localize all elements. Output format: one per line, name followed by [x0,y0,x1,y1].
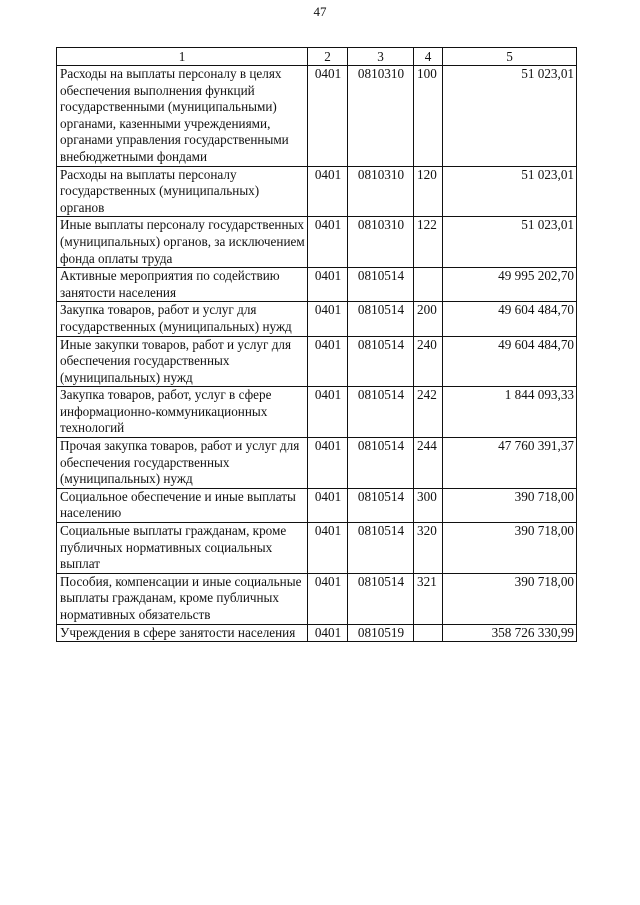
header-col-2: 2 [308,48,348,66]
row-name: Социальное обеспечение и иные выплаты населению [57,488,308,522]
table-row [57,217,577,268]
table-row [57,302,577,336]
row-amount: 51 023,01 [443,217,577,268]
row-section: 0401 [308,166,348,217]
row-section: 0401 [308,488,348,522]
row-section: 0401 [308,624,348,642]
row-article: 0810514 [348,268,414,302]
row-name: Расходы на выплаты персоналу государственных (муниципальных) органов [57,166,308,217]
row-name: Иные выплаты персоналу государственных (муниципальных) органов, за исключением фонда оплаты труда [57,217,308,268]
table-body [57,66,577,642]
table-row [57,573,577,624]
page-number: 47 [313,4,327,19]
row-amount: 358 726 330,99 [443,624,577,642]
row-type: 200 [414,302,443,336]
row-section: 0401 [308,302,348,336]
row-amount: 1 844 093,33 [443,387,577,438]
row-section: 0401 [308,387,348,438]
row-type [414,624,443,642]
row-section: 0401 [308,573,348,624]
header-col-5: 5 [443,48,577,66]
row-article: 0810514 [348,302,414,336]
row-type: 122 [414,217,443,268]
row-type [414,268,443,302]
row-article: 0810310 [348,166,414,217]
budget-table [56,47,577,642]
row-amount: 47 760 391,37 [443,438,577,489]
row-article: 0810519 [348,624,414,642]
table-row [57,488,577,522]
row-article: 0810514 [348,488,414,522]
table-row [57,387,577,438]
row-amount: 49 995 202,70 [443,268,577,302]
row-amount: 390 718,00 [443,488,577,522]
row-amount: 51 023,01 [443,166,577,217]
row-type: 321 [414,573,443,624]
row-section: 0401 [308,336,348,387]
row-section: 0401 [308,523,348,574]
row-name: Пособия, компенсации и иные социальные выплаты гражданам, кроме публичных нормативных обязательств [57,573,308,624]
table-header [57,48,577,66]
row-name: Расходы на выплаты персоналу в целях обеспечения выполнения функций государственными (муниципальными) органами, казенными учреждениями, органами управления государственными внебюджетными фондами [57,66,308,167]
row-article: 0810514 [348,387,414,438]
header-col-3: 3 [348,48,414,66]
table-row [57,66,577,167]
row-section: 0401 [308,217,348,268]
row-type: 242 [414,387,443,438]
row-amount: 390 718,00 [443,523,577,574]
row-name: Иные закупки товаров, работ и услуг для обеспечения государственных (муниципальных) нужд [57,336,308,387]
row-article: 0810310 [348,217,414,268]
row-name: Социальные выплаты гражданам, кроме публичных нормативных социальных выплат [57,523,308,574]
row-amount: 390 718,00 [443,573,577,624]
row-amount: 49 604 484,70 [443,302,577,336]
table-row [57,438,577,489]
row-name: Активные мероприятия по содействию занятости населения [57,268,308,302]
row-name: Прочая закупка товаров, работ и услуг для обеспечения государственных (муниципальных) нужд [57,438,308,489]
row-name: Закупка товаров, работ, услуг в сфере информационно-коммуникационных технологий [57,387,308,438]
row-name: Закупка товаров, работ и услуг для государственных (муниципальных) нужд [57,302,308,336]
row-amount: 49 604 484,70 [443,336,577,387]
table-row [57,166,577,217]
row-type: 244 [414,438,443,489]
row-section: 0401 [308,438,348,489]
row-section: 0401 [308,66,348,167]
header-col-1: 1 [57,48,308,66]
row-type: 240 [414,336,443,387]
row-section: 0401 [308,268,348,302]
row-article: 0810514 [348,336,414,387]
header-col-4: 4 [414,48,443,66]
table-row [57,624,577,642]
row-name: Учреждения в сфере занятости населения [57,624,308,642]
row-article: 0810514 [348,438,414,489]
row-type: 320 [414,523,443,574]
row-type: 120 [414,166,443,217]
table-row [57,523,577,574]
table-row [57,268,577,302]
row-type: 100 [414,66,443,167]
row-article: 0810514 [348,523,414,574]
row-amount: 51 023,01 [443,66,577,167]
row-article: 0810514 [348,573,414,624]
row-type: 300 [414,488,443,522]
row-article: 0810310 [348,66,414,167]
table-row [57,336,577,387]
header-row [57,48,577,66]
